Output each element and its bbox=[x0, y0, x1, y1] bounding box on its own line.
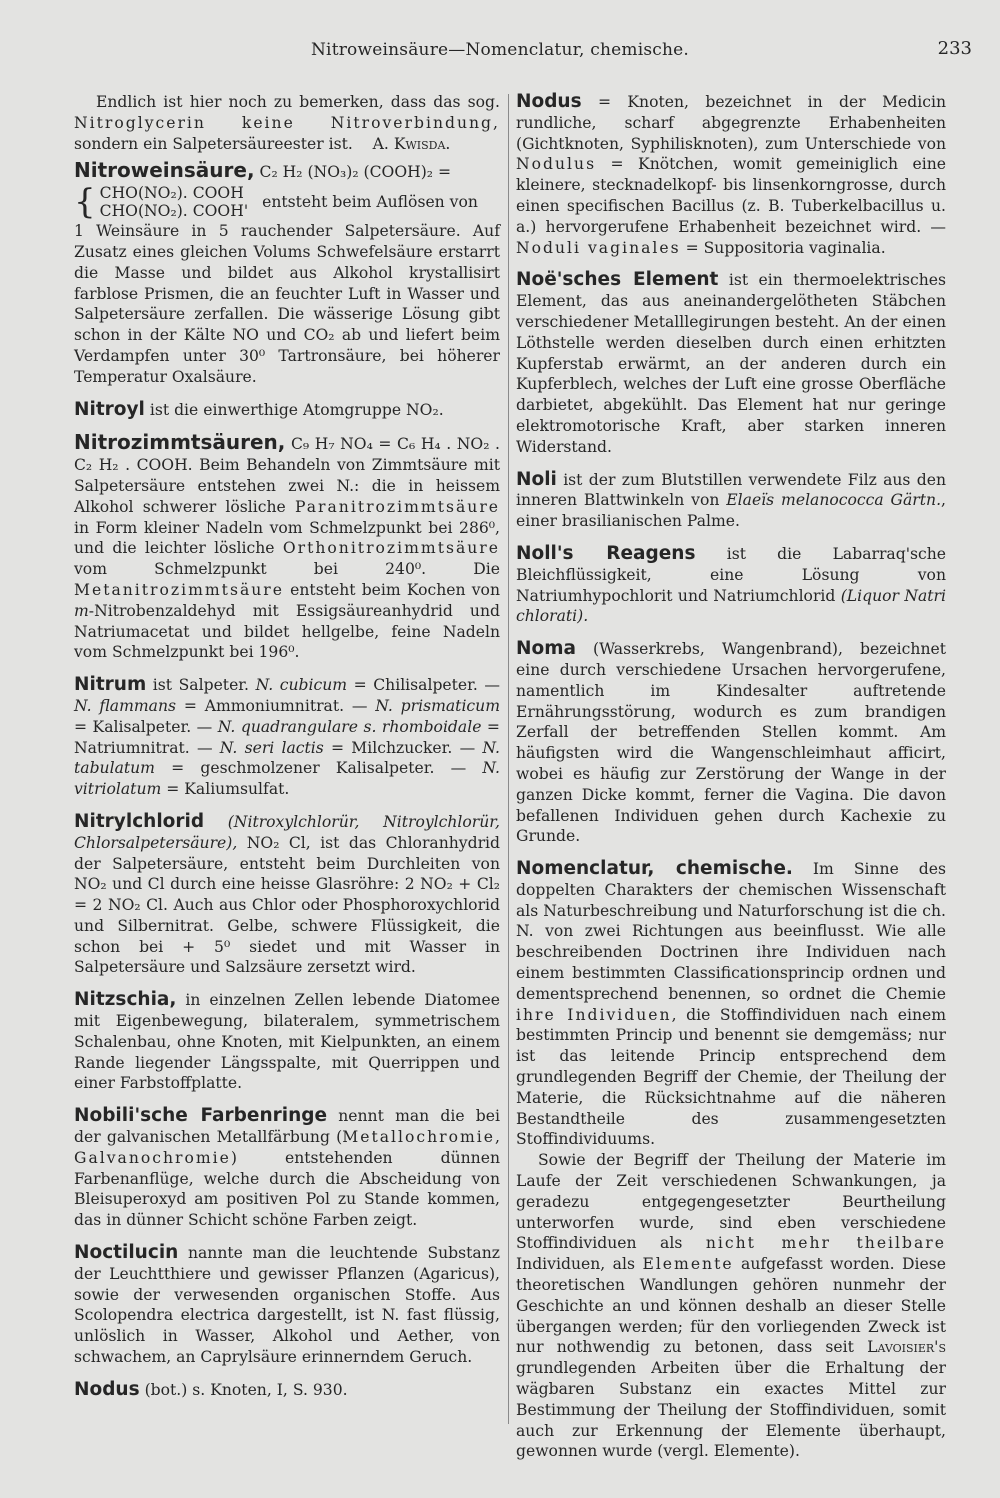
entry-nodus-bot: Nodus (bot.) s. Knoten, I, S. 930. bbox=[74, 1378, 348, 1400]
column-rule bbox=[508, 94, 509, 1424]
right-column bbox=[516, 92, 946, 1474]
headword: Nitrozimmtsäuren, bbox=[74, 430, 286, 455]
entry-nomenclatur: Nomenclatur, chemische. Im Sinne des doppelten Charakters der chemischen Wissenschaft als Naturbeschreibung und Naturforschung ist die ch. N. von zwei Richtungen aus beeinflusst. Wie alle beschreibenden Doctrinen ihre Individuen nach einem bestimmten Classificationsprincip ordnen und dementsprechend benennen, so ordnet die Chemie ihre Individuen, die Stoffindividuen nach einem bestimmten Princip und benennt sie demgemäss; nur ist das leitende Princip entsprechend dem grundlegenden Begriff der Chemie, der Theilung der Materie, die Rücksichtnahme auf die näheren Bestandtheile des zusammengesetzten Stoffindividuums. Sowie der Begriff der Theilung der Materie im Laufe der Zeit verschiedenen Schwankungen, ja geradezu entgegengesetzter Beurtheilung unterworfen wurde, sind eben verschiedene Stoffindividuen als nicht mehr theilbare Individuen, als Elemente aufgefasst worden. Diese theoretischen Wandlungen gehören nunmehr der Geschichte an und können deshalb an dieser Stelle übergangen werden; für den vorliegenden Zweck ist nur nothwendig zu betonen, dass seit Lavoisier's grundlegenden Arbeiten über die Erhaltung der wägbaren Substanz ein exactes Mittel zur Bestimmung der Theilung der Stoffindividuen, somit auch zur Erkennung der Elemente überhaupt, gewonnen wurde (vergl. Elemente). bbox=[516, 858, 947, 1461]
entry-nitroweinsaeure: Nitroweinsäure, C₂ H₂ (NO₃)₂ (COOH)₂ = { CHO(NO₂). COOH CHO(NO₂). COOH' entsteht beim Auflösen von 1 Weinsäure in 5 rauchender Salpetersäure. Auf Zusatz eines gleichen Volums Schwefelsäure erstarrt die Masse und bildet aus Alkohol krystallisirt farblose Prismen, die an feuchter Luft in Wasser und Salpetersäure zerfallen. Die wässerige Lösung gibt schon in der Kälte NO und CO₂ ab und liefert beim Verdampfen unter 30⁰ Tartronsäure, bei höherer Temperatur Oxalsäure. bbox=[74, 158, 500, 386]
headword: Nodus bbox=[74, 1378, 140, 1400]
entry-nitzschia: Nitzschia, in einzelnen Zellen lebende Diatomee mit Eigenbewegung, bilateralem, symmetrischem Schalenbau, ohne Knoten, mit Kielpunkten, an einem Rande liegender Längsspalte, mit Querrippen und einer Farbstoffplatte. bbox=[74, 989, 500, 1093]
headword: Noll's Reagens bbox=[516, 542, 696, 564]
entry-noma: Noma (Wasserkrebs, Wangenbrand), bezeichnet eine durch verschiedene Ursachen hervorgerufene, namentlich im Kindesalter auftretende Ernährungsstörung, wodurch es zum brandigen Zerfall der betreffenden Stellen kommt. Am häufigsten wird die Wangenschleimhaut afficirt, wobei es häufig zur Zerstörung der Wange in der ganzen Dicke kommt, ferner die Vagina. Die davon befallenen Individuen gehen durch Kachexie zu Grunde. bbox=[516, 638, 946, 846]
headword: Nitroyl bbox=[74, 398, 145, 420]
author-signature: A. Kwisda. bbox=[372, 134, 451, 153]
entry-noll-reagens: Noll's Reagens ist die Labarraq'sche Bleichflüssigkeit, eine Lösung von Natriumhypochlorit und Natriumchlorid (Liquor Natri chlorati). bbox=[516, 542, 947, 626]
entry-nitrozimmtsaeuren: Nitrozimmtsäuren, C₉ H₇ NO₄ = C₆ H₄ . NO₂ . C₂ H₂ . COOH. Beim Behandeln von Zimmtsäure mit Salpetersäure entstehen zwei N.: die in heissem Alkohol schwerer lösliche Paranitrozimmtsäure in Form kleiner Nadeln vom Schmelzpunkt bei 286⁰, und die leichter lösliche Orthonitrozimmtsäure vom Schmelzpunkt bei 240⁰. Die Metanitrozimmtsäure entsteht beim Kochen von m-Nitrobenzaldehyd mit Essigsäureanhydrid und Natriumacetat und bildet hellgelbe, feine Nadeln vom Schmelzpunkt bei 196⁰. bbox=[74, 430, 500, 662]
entry-noe-element: Noë'sches Element ist ein thermoelektrisches Element, das aus aneinandergelötheten Stäbchen verschiedener Metalllegirungen besteht. An der einen Löthstelle werden dieselben durch einen erhitzten Kupferstab erwärmt, an der anderen durch ein Kupferblech, welches der Luft eine grosse Oberfläche darbietet, abgekühlt. Das Element hat nur geringe elektromotorische Kraft, aber starken inneren Widerstand. bbox=[516, 269, 946, 456]
headword: Nitroweinsäure, bbox=[74, 158, 255, 183]
entry-noctilucin: Noctilucin nannte man die leuchtende Substanz der Leuchtthiere und gewisser Pflanzen (Agaricus), sowie der verwesenden organischen Stoffe. Aus Scolopendra electrica dargestellt, ist N. fast flüssig, unlöslich in Wasser, Alkohol und Aether, von schwachem, an Caprylsäure erinnerndem Geruch. bbox=[74, 1242, 500, 1367]
headword: Nitzschia, bbox=[74, 989, 177, 1011]
formula: C₂ H₂ (NO₃)₂ (COOH)₂ = bbox=[259, 163, 452, 182]
headword: Nitrylchlorid bbox=[74, 810, 205, 832]
running-head: Nitroweinsäure—Nomenclatur, chemische. bbox=[310, 40, 690, 60]
entry-nitrum: Nitrum ist Salpeter. N. cubicum = Chilisalpeter. — N. flammans = Ammoniumnitrat. — N. prismaticum = Kalisalpeter. — N. quadrangulare s. rhomboidale = Natriumnitrat. — N. seri lactis = Milchzucker. — N. tabulatum = geschmolzener Kalisalpeter. — N. vitriolatum = Kaliumsulfat. bbox=[74, 674, 501, 799]
headword: Noctilucin bbox=[74, 1242, 179, 1264]
entry-nobili-farbenringe: Nobili'sche Farbenringe nennt man die bei der galvanischen Metallfärbung (Metallochromie, Galvanochromie) entstehenden dünnen Farbenanflüge, welche durch die Abscheidung von Bleisuperoxyd am positiven Pol zu Stande kommen, das in dünner Schicht schöne Farben zeigt. bbox=[74, 1105, 500, 1230]
entry-nodus: Nodus = Knoten, bezeichnet in der Medicin rundliche, scharf abgegrenzte Erhabenheiten (Gichtknoten, Syphilisknoten), zum Unterschiede von Nodulus = Knötchen, womit gemeiniglich eine kleinere, stecknadelkopf- bis linsenkorngrosse, durch einen specifischen Bacillus (z. B. Tuberkelbacillus u. a.) hervorgerufene Erhabenheit bezeichnet wird. — Noduli vaginales = Suppositoria vaginalia. bbox=[516, 91, 946, 257]
entry-nitrylchlorid: Nitrylchlorid (Nitroxylchlorür, Nitroylchlorür, Chlorsalpetersäure), NO₂ Cl, ist das Chloranhydrid der Salpetersäure, entsteht beim Durchleiten von NO₂ und Cl durch eine heisse Glasröhre: 2 NO₂ + Cl₂ = 2 NO₂ Cl. Auch aus Chlor oder Phosphoroxychlorid und Silbernitrat. Gelbe, schwere Flüssigkeit, die schon bei + 5⁰ siedet und mit Wasser in Salpetersäure und Salzsäure zersetzt wird. bbox=[74, 810, 500, 977]
headword: Noë'sches Element bbox=[516, 269, 719, 291]
headword: Noma bbox=[516, 638, 576, 660]
formula-stack: { CHO(NO₂). COOH CHO(NO₂). COOH' entsteht beim Auflösen von bbox=[74, 182, 478, 223]
left-column bbox=[74, 92, 500, 1413]
headword: Nomenclatur, chemische. bbox=[516, 858, 793, 880]
headword: Nitrum bbox=[74, 674, 147, 696]
headword: Nodus bbox=[516, 91, 582, 112]
page-number: 233 bbox=[937, 38, 972, 59]
headword: Noli bbox=[516, 468, 557, 490]
entry-nitroyl: Nitroyl ist die einwerthige Atomgruppe NO₂. bbox=[74, 398, 444, 420]
entry-noli: Noli ist der zum Blutstillen verwendete Filz aus den inneren Blattwinkeln von Elaeïs melanococca Gärtn., einer brasilianischen Palme. bbox=[516, 468, 946, 531]
entry-kwisda-tail: Endlich ist hier noch zu bemerken, dass das sog. Nitroglycerin keine Nitroverbindung, sondern ein Salpetersäureester ist. A. Kwisda. bbox=[74, 93, 500, 153]
headword: Nobili'sche Farbenringe bbox=[74, 1105, 328, 1127]
brace-icon: { bbox=[74, 182, 96, 223]
